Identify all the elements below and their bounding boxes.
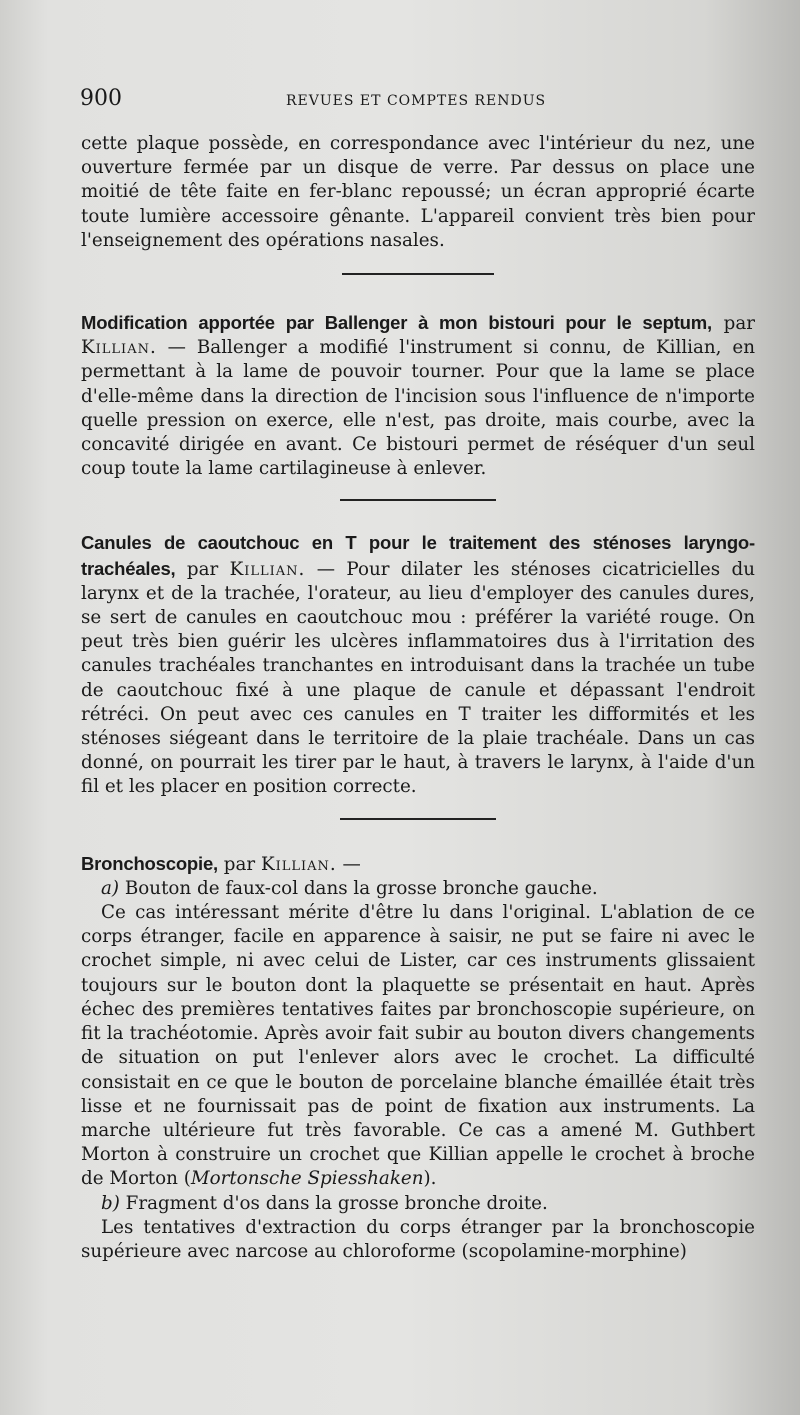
item-letter: a) <box>101 877 120 899</box>
article-title: Bronchoscopie, <box>81 852 218 874</box>
section-divider <box>342 273 494 275</box>
list-item-a <box>81 877 755 901</box>
item-letter: b) <box>101 1192 120 1214</box>
author-name: Killian. <box>229 558 306 580</box>
continued-paragraph: cette plaque possède, en correspondance avec l'intérieur du nez, une ouverture fermée par un disque de verre. Par dessus on place une moitié de tête faite en fer-blanc repoussé; un écran approprié écarte toute lumière accessoire gênante. L'appareil convient très bien pour l'enseignement des opérations nasales. <box>81 133 755 251</box>
author-name: Killian. <box>260 853 337 875</box>
page-header <box>80 84 756 114</box>
section-divider <box>340 818 496 820</box>
par-text: par <box>711 313 756 335</box>
section-divider <box>340 499 496 501</box>
dash-text: — <box>336 853 361 875</box>
paragraph-case-a <box>81 901 755 1191</box>
german-term: Mortonsche Spiesshaken <box>190 1168 424 1190</box>
running-head: REVUES ET COMPTES RENDUS <box>286 93 547 109</box>
article-canules <box>81 531 755 799</box>
article-ballenger <box>81 311 755 481</box>
author-name: Killian. <box>81 337 157 359</box>
article-title: Canules de caoutchouc en T pour le traitement des sténoses laryngo-trachéales, <box>81 532 755 579</box>
list-item-b <box>81 1192 755 1216</box>
par-text: par <box>218 853 261 875</box>
page-number: 900 <box>80 86 122 111</box>
par-text: par <box>175 558 230 580</box>
paragraph-text: Ce cas intéressant mérite d'être lu dans l'original. L'ablation de ce corps étranger, facile en apparence à saisir, ne put se faire ni avec le crochet simple, ni avec celui de Lister, car ces instruments glissaient toujours sur le bouton dont la plaquette se présentait en haut. Après échec des premières tentatives faites par bronchoscopie supérieure, on fit la trachéotomie. Après avoir fait subir au bouton divers changements de situation on put l'enlever alors avec le crochet. La difficulté consistait en ce que le bouton de porcelaine blanche émaillée était très lisse et ne fournissait pas de point de fixation aux instruments. La marche ultérieure fut très favorable. Ce cas a amené M. Guthbert Morton à construire un crochet que Killian appelle le crochet à broche de Morton ( <box>81 902 755 1190</box>
item-text: Fragment d'os dans la grosse bronche droite. <box>119 1192 548 1214</box>
item-text: Bouton de faux-col dans la grosse bronche gauche. <box>119 877 598 899</box>
paragraph-end: ). <box>423 1168 437 1190</box>
article-body: — Pour dilater les sténoses cicatricielles du larynx et de la trachée, l'orateur, au lieu d'employer des canules dures, se sert de canules en caoutchouc mou : préférer la variété rouge. On peut très bien guérir les ulcères inflammatoires dus à l'irritation des canules trachéales tranchantes en introduisant dans la trachée un tube de caoutchouc fixé à une plaque de canule et dépassant l'endroit rétréci. On peut avec ces canules en T traiter les difformités et les sténoses siégeant dans le territoire de la plaie trachéale. Dans un cas donné, on pourrait les tirer par le haut, à travers le larynx, à l'aide d'un fil et les placer en position correcte. <box>81 558 755 798</box>
article-title: Modification apportée par Ballenger à mon bistouri pour le septum, <box>81 312 712 334</box>
article-body: — Ballenger a modifié l'instrument si connu, de Killian, en permettant à la lame de pouvoir tourner. Pour que la lame se place d'elle-même dans la direction de l'incision sous l'influence de n'importe quelle pression on exerce, elle n'est, pas droite, mais courbe, avec la concavité dirigée en avant. Ce bistouri permet de réséquer d'un seul coup toute la lame cartilagineuse à enlever. <box>81 337 755 480</box>
paragraph-case-b: Les tentatives d'extraction du corps étranger par la bronchoscopie supérieure avec narcose au chloroforme (scopolamine-morphine) <box>81 1216 755 1262</box>
article-bronchoscopie-heading <box>81 852 755 877</box>
body-text <box>81 132 755 1264</box>
